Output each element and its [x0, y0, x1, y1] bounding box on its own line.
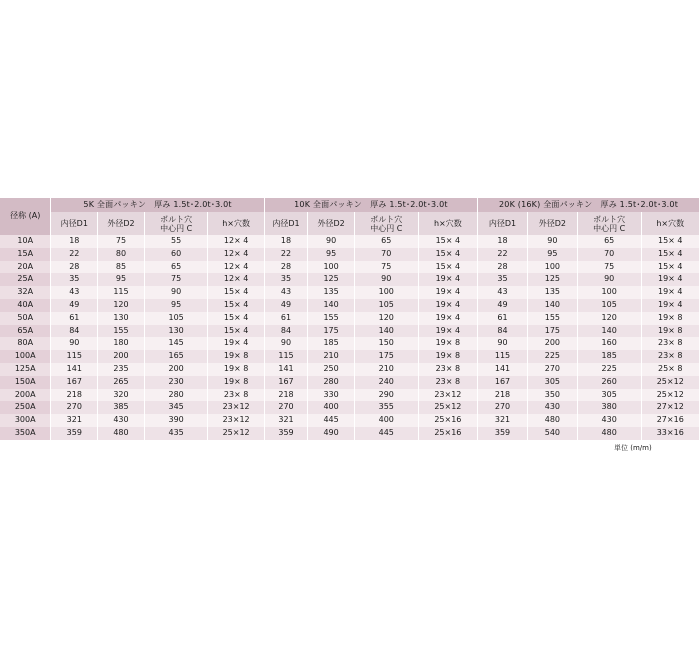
hole-count-header: h×穴数 — [641, 212, 700, 235]
table-cell: 385 — [98, 401, 145, 414]
table-row — [0, 350, 700, 363]
table-cell: 35 — [264, 273, 308, 286]
size-cell: 200A — [0, 389, 51, 402]
table-cell: 65 — [354, 235, 418, 248]
table-cell: 115 — [51, 350, 98, 363]
table-cell: 210 — [354, 363, 418, 376]
table-cell: 70 — [577, 248, 641, 261]
table-cell: 43 — [51, 286, 98, 299]
table-cell: 23× 8 — [641, 350, 700, 363]
table-row — [0, 286, 700, 299]
table-cell: 480 — [527, 414, 577, 427]
table-cell: 350 — [527, 389, 577, 402]
table-cell: 240 — [354, 376, 418, 389]
size-cell: 350A — [0, 427, 51, 440]
table-row — [0, 325, 700, 338]
table-cell: 49 — [264, 299, 308, 312]
table-cell: 55 — [144, 235, 208, 248]
table-cell: 115 — [478, 350, 528, 363]
table-cell: 75 — [98, 235, 145, 248]
unit-note: 単位 (m/m) — [614, 444, 652, 452]
bolt-circle-header-line2: 中心円 C — [160, 223, 193, 233]
table-cell: 445 — [308, 414, 355, 427]
inner-diameter-header: 内径D1 — [478, 212, 528, 235]
table-cell: 175 — [354, 350, 418, 363]
table-cell: 19× 8 — [641, 312, 700, 325]
table-cell: 19× 4 — [418, 299, 477, 312]
table-cell: 19× 4 — [418, 325, 477, 338]
table-cell: 120 — [577, 312, 641, 325]
table-cell: 19× 4 — [418, 286, 477, 299]
table-cell: 70 — [354, 248, 418, 261]
table-cell: 320 — [98, 389, 145, 402]
table-cell: 25×12 — [641, 376, 700, 389]
table-cell: 65 — [144, 261, 208, 274]
table-row — [0, 312, 700, 325]
table-row — [0, 299, 700, 312]
table-cell: 100 — [527, 261, 577, 274]
table-cell: 540 — [527, 427, 577, 440]
table-cell: 140 — [577, 325, 641, 338]
table-row — [0, 376, 700, 389]
table-cell: 225 — [527, 350, 577, 363]
table-cell: 90 — [144, 286, 208, 299]
table-cell: 185 — [308, 337, 355, 350]
table-cell: 140 — [527, 299, 577, 312]
hole-count-header: h×穴数 — [418, 212, 477, 235]
table-cell: 145 — [144, 337, 208, 350]
table-cell: 175 — [527, 325, 577, 338]
table-row — [0, 337, 700, 350]
table-cell: 260 — [577, 376, 641, 389]
table-cell: 200 — [98, 350, 145, 363]
table-cell: 90 — [577, 273, 641, 286]
table-cell: 480 — [98, 427, 145, 440]
table-cell: 90 — [51, 337, 98, 350]
table-cell: 120 — [98, 299, 145, 312]
table-cell: 18 — [478, 235, 528, 248]
table-cell: 35 — [51, 273, 98, 286]
table-cell: 19× 4 — [641, 299, 700, 312]
table-cell: 23× 8 — [418, 363, 477, 376]
table-cell: 155 — [527, 312, 577, 325]
table-cell: 19× 8 — [418, 350, 477, 363]
table-cell: 141 — [478, 363, 528, 376]
table-cell: 140 — [354, 325, 418, 338]
table-cell: 95 — [308, 248, 355, 261]
table-cell: 22 — [51, 248, 98, 261]
table-cell: 167 — [264, 376, 308, 389]
table-cell: 22 — [264, 248, 308, 261]
table-cell: 61 — [51, 312, 98, 325]
table-cell: 290 — [354, 389, 418, 402]
table-row — [0, 427, 700, 440]
table-cell: 115 — [98, 286, 145, 299]
table-cell: 90 — [354, 273, 418, 286]
table-cell: 27×16 — [641, 414, 700, 427]
table-cell: 22 — [478, 248, 528, 261]
table-cell: 19× 8 — [208, 363, 264, 376]
table-cell: 185 — [577, 350, 641, 363]
table-cell: 380 — [577, 401, 641, 414]
bolt-circle-header — [577, 212, 641, 235]
table-cell: 19× 8 — [208, 376, 264, 389]
table-cell: 90 — [264, 337, 308, 350]
size-column-header: 径称 (A) — [0, 198, 51, 235]
table-cell: 230 — [144, 376, 208, 389]
table-cell: 61 — [478, 312, 528, 325]
table-cell: 155 — [98, 325, 145, 338]
table-cell: 155 — [308, 312, 355, 325]
table-cell: 19× 4 — [208, 337, 264, 350]
hole-count-header: h×穴数 — [208, 212, 264, 235]
size-cell: 150A — [0, 376, 51, 389]
table-cell: 84 — [51, 325, 98, 338]
size-cell: 250A — [0, 401, 51, 414]
table-cell: 100 — [308, 261, 355, 274]
bolt-circle-header-line2: 中心円 C — [593, 223, 626, 233]
table-cell: 160 — [577, 337, 641, 350]
table-cell: 95 — [98, 273, 145, 286]
outer-diameter-header: 外径D2 — [527, 212, 577, 235]
size-cell: 80A — [0, 337, 51, 350]
table-cell: 19× 8 — [208, 350, 264, 363]
table-cell: 19× 8 — [641, 325, 700, 338]
table-cell: 430 — [527, 401, 577, 414]
table-cell: 135 — [308, 286, 355, 299]
table-cell: 321 — [51, 414, 98, 427]
table-cell: 80 — [98, 248, 145, 261]
table-cell: 12× 4 — [208, 235, 264, 248]
table-cell: 15× 4 — [641, 235, 700, 248]
table-cell: 321 — [478, 414, 528, 427]
table-cell: 150 — [354, 337, 418, 350]
table-cell: 305 — [577, 389, 641, 402]
inner-diameter-header: 内径D1 — [51, 212, 98, 235]
table-cell: 90 — [308, 235, 355, 248]
outer-diameter-header: 外径D2 — [308, 212, 355, 235]
table-cell: 25×12 — [418, 401, 477, 414]
table-cell: 25× 8 — [641, 363, 700, 376]
size-cell: 10A — [0, 235, 51, 248]
table-cell: 355 — [354, 401, 418, 414]
bolt-circle-header — [354, 212, 418, 235]
table-cell: 200 — [527, 337, 577, 350]
table-cell: 49 — [51, 299, 98, 312]
table-cell: 180 — [98, 337, 145, 350]
table-cell: 15× 4 — [418, 248, 477, 261]
table-cell: 65 — [577, 235, 641, 248]
table-cell: 95 — [527, 248, 577, 261]
table-row — [0, 273, 700, 286]
table-cell: 90 — [527, 235, 577, 248]
table-cell: 25×16 — [418, 414, 477, 427]
table-cell: 18 — [51, 235, 98, 248]
table-cell: 23×12 — [208, 401, 264, 414]
size-cell: 65A — [0, 325, 51, 338]
table-cell: 15× 4 — [641, 248, 700, 261]
table-cell: 18 — [264, 235, 308, 248]
table-row — [0, 401, 700, 414]
table-cell: 250 — [308, 363, 355, 376]
table-cell: 15× 4 — [418, 261, 477, 274]
table-cell: 28 — [264, 261, 308, 274]
table-cell: 75 — [354, 261, 418, 274]
table-cell: 19× 4 — [418, 312, 477, 325]
table-cell: 12× 4 — [208, 248, 264, 261]
table-cell: 28 — [478, 261, 528, 274]
table-cell: 23× 8 — [418, 376, 477, 389]
table-cell: 23× 8 — [641, 337, 700, 350]
table-cell: 12× 4 — [208, 273, 264, 286]
table-cell: 141 — [264, 363, 308, 376]
table-cell: 90 — [478, 337, 528, 350]
table-cell: 85 — [98, 261, 145, 274]
table-row — [0, 389, 700, 402]
table-cell: 75 — [577, 261, 641, 274]
table-cell: 218 — [51, 389, 98, 402]
table-row — [0, 261, 700, 274]
size-cell: 20A — [0, 261, 51, 274]
table-cell: 141 — [51, 363, 98, 376]
table-cell: 167 — [51, 376, 98, 389]
table-row — [0, 363, 700, 376]
table-cell: 270 — [527, 363, 577, 376]
table-cell: 25×12 — [641, 389, 700, 402]
table-cell: 19× 4 — [641, 286, 700, 299]
table-cell: 305 — [527, 376, 577, 389]
table-cell: 165 — [144, 350, 208, 363]
table-cell: 100 — [577, 286, 641, 299]
table-cell: 33×16 — [641, 427, 700, 440]
bolt-circle-header-line1: ボルト穴 — [160, 214, 193, 224]
gasket-spec-table — [0, 198, 700, 440]
table-cell: 15× 4 — [208, 312, 264, 325]
table-cell: 35 — [478, 273, 528, 286]
table-cell: 430 — [98, 414, 145, 427]
table-cell: 43 — [264, 286, 308, 299]
table-cell: 105 — [577, 299, 641, 312]
table-cell: 135 — [527, 286, 577, 299]
table-cell: 23×12 — [418, 389, 477, 402]
table-cell: 270 — [478, 401, 528, 414]
table-cell: 12× 4 — [208, 261, 264, 274]
group-header-20k: 20K (16K) 全面パッキン 厚み 1.5t･2.0t･3.0t — [478, 198, 700, 212]
table-cell: 25×12 — [208, 427, 264, 440]
table-cell: 19× 4 — [418, 273, 477, 286]
table-cell: 140 — [308, 299, 355, 312]
table-cell: 270 — [51, 401, 98, 414]
table-row — [0, 414, 700, 427]
table-cell: 210 — [308, 350, 355, 363]
size-cell: 50A — [0, 312, 51, 325]
size-cell: 125A — [0, 363, 51, 376]
table-cell: 95 — [144, 299, 208, 312]
table-cell: 400 — [354, 414, 418, 427]
table-cell: 61 — [264, 312, 308, 325]
table-cell: 60 — [144, 248, 208, 261]
table-cell: 359 — [478, 427, 528, 440]
table-cell: 25×16 — [418, 427, 477, 440]
bolt-circle-header-line1: ボルト穴 — [593, 214, 626, 224]
table-cell: 359 — [264, 427, 308, 440]
table-cell: 23× 8 — [208, 389, 264, 402]
size-cell: 32A — [0, 286, 51, 299]
table-cell: 359 — [51, 427, 98, 440]
table-cell: 43 — [478, 286, 528, 299]
table-cell: 27×12 — [641, 401, 700, 414]
table-cell: 15× 4 — [208, 325, 264, 338]
inner-diameter-header: 内径D1 — [264, 212, 308, 235]
table-cell: 15× 4 — [641, 261, 700, 274]
table-cell: 490 — [308, 427, 355, 440]
table-cell: 100 — [354, 286, 418, 299]
table-row — [0, 248, 700, 261]
table-cell: 120 — [354, 312, 418, 325]
table-cell: 270 — [264, 401, 308, 414]
table-cell: 84 — [478, 325, 528, 338]
table-cell: 435 — [144, 427, 208, 440]
bolt-circle-header-line1: ボルト穴 — [370, 214, 403, 224]
size-cell: 40A — [0, 299, 51, 312]
table-cell: 105 — [354, 299, 418, 312]
table-cell: 15× 4 — [208, 299, 264, 312]
table-cell: 28 — [51, 261, 98, 274]
table-cell: 218 — [478, 389, 528, 402]
table-cell: 390 — [144, 414, 208, 427]
table-cell: 19× 4 — [641, 273, 700, 286]
table-cell: 280 — [308, 376, 355, 389]
table-cell: 445 — [354, 427, 418, 440]
table-cell: 19× 8 — [418, 337, 477, 350]
table-cell: 330 — [308, 389, 355, 402]
table-cell: 15× 4 — [208, 286, 264, 299]
table-cell: 115 — [264, 350, 308, 363]
table-cell: 130 — [144, 325, 208, 338]
table-cell: 225 — [577, 363, 641, 376]
table-cell: 280 — [144, 389, 208, 402]
size-cell: 300A — [0, 414, 51, 427]
table-row — [0, 235, 700, 248]
table-cell: 75 — [144, 273, 208, 286]
table-cell: 345 — [144, 401, 208, 414]
size-cell: 25A — [0, 273, 51, 286]
table-cell: 321 — [264, 414, 308, 427]
table-cell: 200 — [144, 363, 208, 376]
table-cell: 105 — [144, 312, 208, 325]
table-cell: 15× 4 — [418, 235, 477, 248]
group-header-5k: 5K 全面パッキン 厚み 1.5t･2.0t･3.0t — [51, 198, 264, 212]
table-cell: 167 — [478, 376, 528, 389]
table-cell: 265 — [98, 376, 145, 389]
table-cell: 400 — [308, 401, 355, 414]
table-cell: 49 — [478, 299, 528, 312]
table-cell: 430 — [577, 414, 641, 427]
table-cell: 130 — [98, 312, 145, 325]
bolt-circle-header-line2: 中心円 C — [370, 223, 403, 233]
table-cell: 84 — [264, 325, 308, 338]
size-cell: 15A — [0, 248, 51, 261]
table-cell: 480 — [577, 427, 641, 440]
table-cell: 235 — [98, 363, 145, 376]
table-cell: 218 — [264, 389, 308, 402]
bolt-circle-header — [144, 212, 208, 235]
group-header-10k: 10K 全面パッキン 厚み 1.5t･2.0t･3.0t — [264, 198, 477, 212]
table-cell: 125 — [527, 273, 577, 286]
table-cell: 175 — [308, 325, 355, 338]
table-cell: 125 — [308, 273, 355, 286]
outer-diameter-header: 外径D2 — [98, 212, 145, 235]
table-cell: 23×12 — [208, 414, 264, 427]
size-cell: 100A — [0, 350, 51, 363]
